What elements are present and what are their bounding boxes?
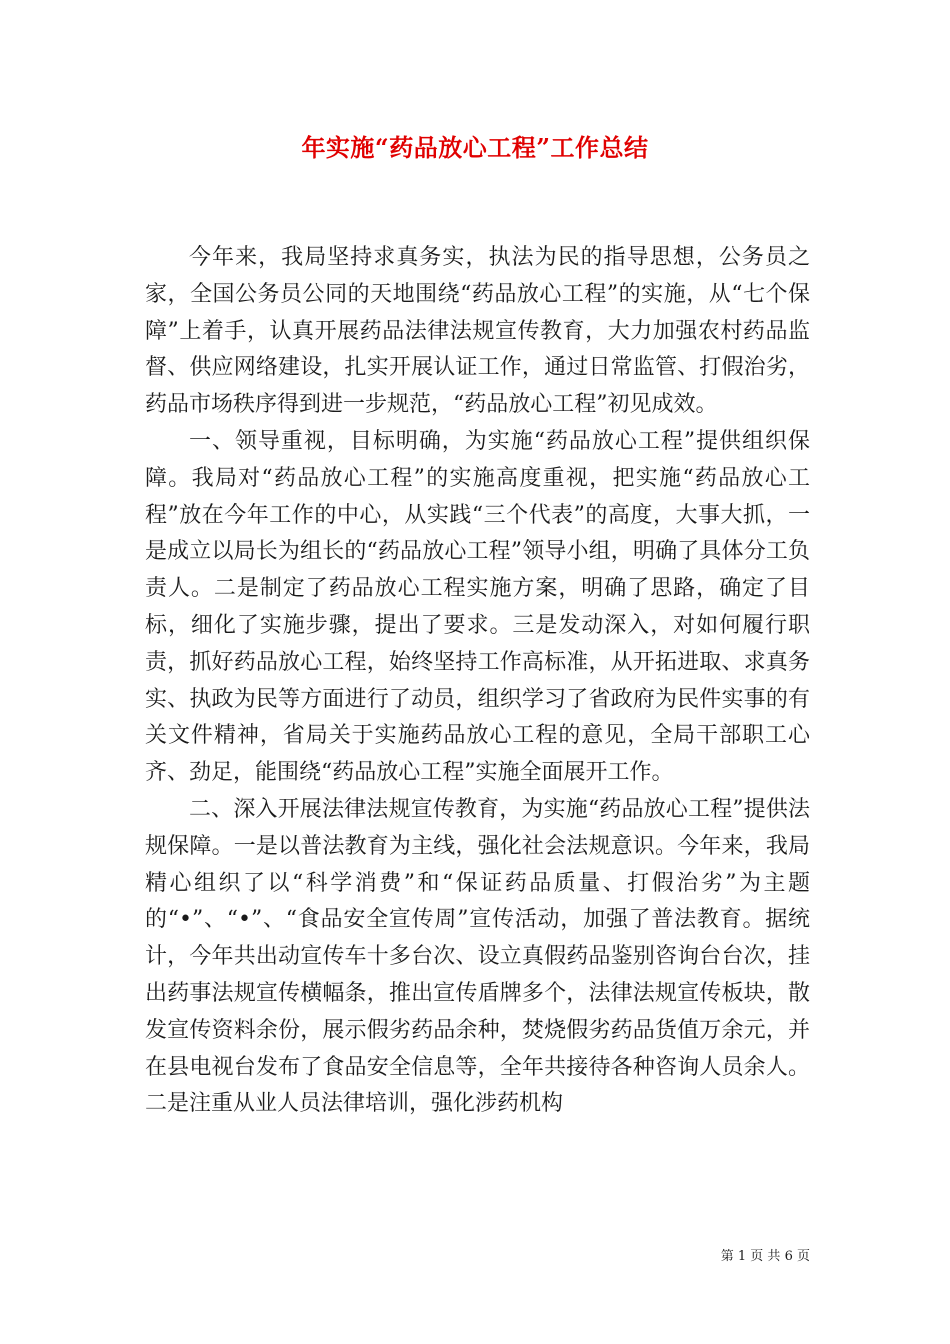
page-middle: 页 共 (750, 1249, 781, 1264)
paragraph-section-1: 一、领导重视，目标明确，为实施“药品放心工程”提供组织保障。我局对“药品放心工程”的实施高度重视，把实施“药品放心工程”放在今年工作的中心，从实践“三个代表”的高度，大事大抓，一是成立以局长为组长的“药品放心工程”领导小组，明确了具体分工负责人。二是制定了药品放心工程实施方案，明确了思路，确定了目标，细化了实施步骤，提出了要求。三是发动深入，对如何履行职责，抓好药品放心工程，始终坚持工作高标准，从开拓进取、求真务实、执政为民等方面进行了动员，组织学习了省政府为民件实事的有关文件精神，省局关于实施药品放心工程的意见，全局干部职工心齐、劲足，能围绕“药品放心工程”实施全面展开工作。 (145, 428, 810, 786)
paragraph-intro: 今年来，我局坚持求真务实，执法为民的指导思想，公务员之家，全国公务员公同的天地围绕“药品放心工程”的实施，从“七个保障”上着手，认真开展药品法律法规宣传教育，大力加强农村药品监督、供应网络建设，扎实开展认证工作，通过日常监管、打假治劣，药品市场秩序得到进一步规范，“药品放心工程”初见成效。 (145, 245, 810, 418)
document-title: 年实施“药品放心工程”工作总结 (301, 133, 649, 162)
page-current: 1 (737, 1249, 747, 1264)
page-suffix: 页 (796, 1249, 810, 1264)
paragraph-section-2: 二、深入开展法律法规宣传教育，为实施“药品放心工程”提供法规保障。一是以普法教育为主线，强化社会法规意识。今年来，我局精心组织了以“科学消费”和“保证药品质量、打假治劣”为主题的“•”、“•”、“食品安全宣传周”宣传活动，加强了普法教育。据统计，今年共出动宣传车十多台次、设立真假药品鉴别咨询台台次，挂出药事法规宣传横幅条，推出宣传盾牌多个，法律法规宣传板块，散发宣传资料余份，展示假劣药品余种，焚烧假劣药品货值万余元，并在县电视台发布了食品安全信息等，全年共接待各种咨询人员余人。二是注重从业人员法律培训，强化涉药机构 (145, 796, 810, 1117)
page-total: 6 (784, 1249, 793, 1264)
document-body (145, 240, 810, 1123)
page-prefix: 第 (720, 1249, 734, 1264)
page-number-footer (700, 1248, 810, 1266)
